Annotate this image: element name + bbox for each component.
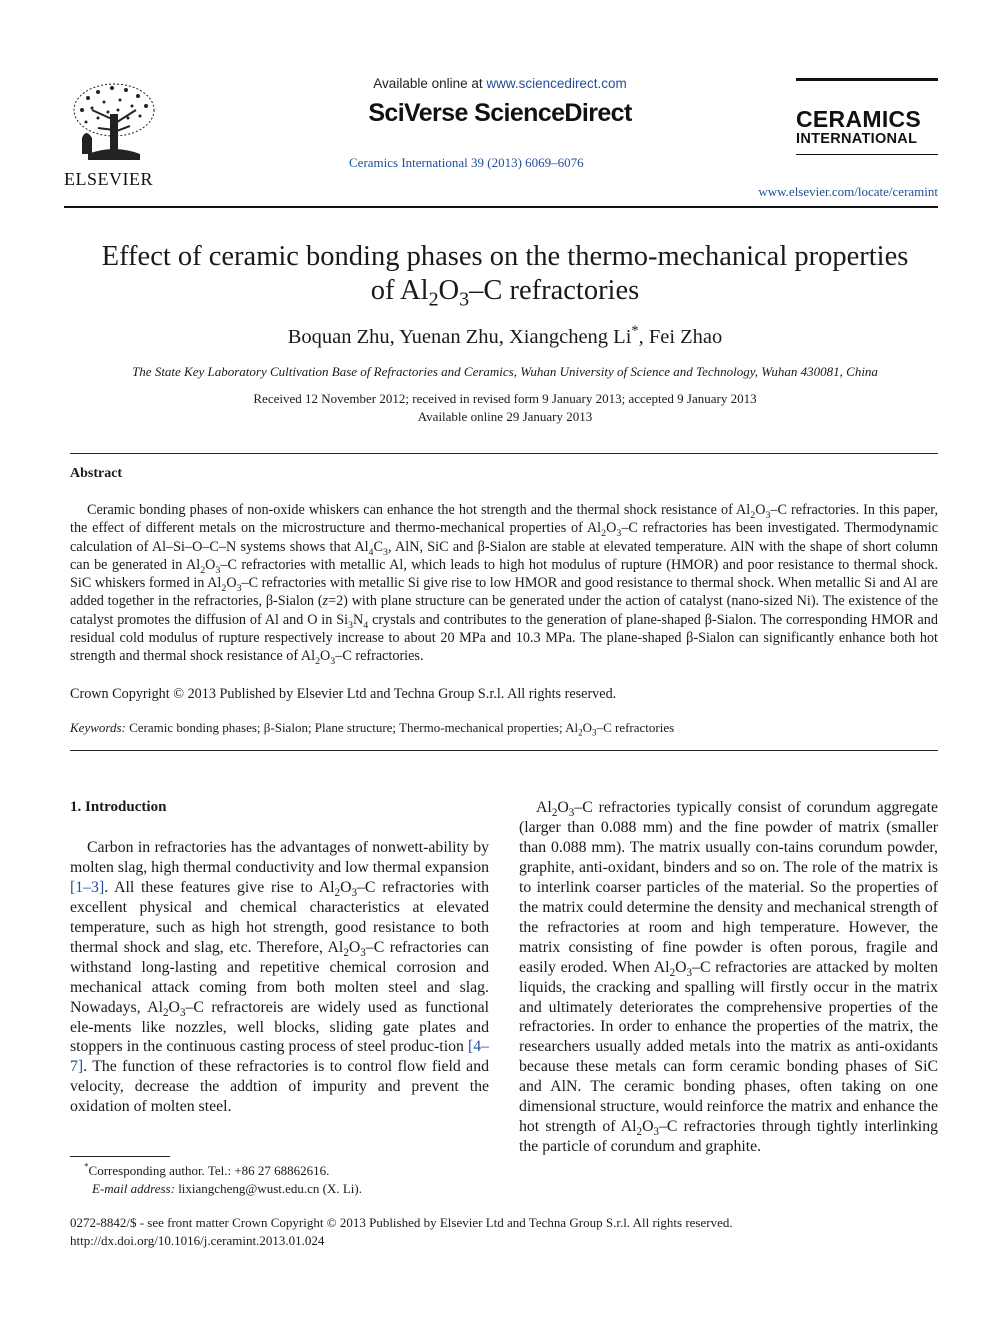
corresponding-author-note: *Corresponding author. Tel.: +86 27 68862616.	[84, 1161, 330, 1178]
availability-prefix: Available online at	[373, 76, 483, 91]
citation-link[interactable]: [1–3]	[70, 878, 105, 896]
body-left-column	[70, 798, 489, 1117]
keywords-text: Ceramic bonding phases; β-Sialon; Plane structure; Thermo-mechanical properties; Al	[125, 720, 579, 735]
journal-logo-underline	[796, 154, 938, 155]
abstract-copyright: Crown Copyright © 2013 Published by Elsevier Ltd and Techna Group S.r.l. All rights reserved.	[70, 686, 617, 702]
intro-paragraph-2: $Al_2O_3-C$ refractories typically consist of corundum aggregate (larger than 0.088 mm) and the fine powder of matrix (smaller than 0.088 mm). The matrix usually con-tains corundum powder, graphite, anti-oxidant, binders and so on. The role of the matrix is to interlink coarser particles of the material. So the properties of the matrix could determine the density and mechanical strength of the refractories at room and high temperature. However, the matrix consisting of fine powder is often porous, fragile and easily eroded. When $Al_2O_3-C$ refractories are attacked by molten liquids, the cracking and spalling will firstly occur in the matrix and ultimately deteriorates the comprehensive properties of the refractories. In order to enhance the properties of the matrix, the researchers usually added metals into the matrix as anti-oxidants because these metals can form ceramic bonding phases of SiC and AlN. The ceramic bonding phases, often taking on one dimensional structure, would reinforce the matrix and enhance the hot strength of $Al_2O_3-C$ refractories through tightly interlinking the particle of corundum and graphite.	[519, 799, 939, 1156]
platform-name: SciVerse ScienceDirect	[368, 99, 632, 127]
journal-logo-line2: INTERNATIONAL	[796, 131, 918, 147]
sciencedirect-link[interactable]: www.sciencedirect.com	[486, 76, 627, 91]
article-history	[40, 390, 970, 426]
elsevier-wordmark: ELSEVIER	[64, 169, 153, 189]
footnote	[70, 1162, 490, 1198]
intro-paragraph-1: Carbon in refractories has the advantages of nonwett-ability by molten slag, high thermal conductivity and low thermal expansion [1–3]. All these features give rise to $Al_2O_3-C$ refractories with excellent physical and chemical characteristics at elevated temperature, such as high hot strength, good resistance to both thermal shock and slag, etc. Therefore, $Al_2O_3-C$ refractories can withstand long-lasting and repetitive chemical corrosion and mechanical attack coming from both molten steel and slag. Nowadays, $Al_2O_3-C$ refractoreis are widely used as functional ele-ments like nozzles, well blocks, sliding gate plates and stoppers in the continuous casting process of steel produc-tion [4–7]. The function of these refractories is to control flow field and velocity, decrease the addtion of impurity and prevent the oxidation of molten steel.	[70, 838, 489, 1116]
citation-link[interactable]: [4–7]	[70, 1038, 489, 1076]
header-center	[300, 76, 700, 171]
abstract-body: Ceramic bonding phases of non-oxide whiskers can enhance the hot strength and the thermal shock resistance of $Al_2O_3-C$ refractories. In this paper, the effect of different metals on the microstructure and thermo-mechanical properties of $Al_2O_3-C$ refractories has been investigated. Thermodynamic calculation of Al–Si–O–C–N systems shows that $Al_4C_3$, AlN, SiC and β-Sialon are stable at elevated temperature. AlN with the shape of short column can be generated in $Al_2O_3-C$ refractories with metallic Al, which leads to high hot modulus of rupture (HMOR) and poor resistance to thermal shock. SiC whiskers formed in $Al_2O_3-C$ refractories with metallic Si give rise to low HMOR and good resistance to thermal shock. When metallic Si and Al are added together in the refractories, β-Sialon (z=2) with plane structure can be generated under the action of catalyst (nano-sized Ni). The existence of the catalyst promotes the diffusion of Al and O in $Si_3N_4$ crystals and contributes to the generation of plane-shaped β-Sialon. The corresponding HMOR and residual cold modulus of rupture respectively increase to about 20 MPa and 10.3 MPa. The plane-shaped β-Sialon can significantly enhance both hot strength and thermal shock resistance of $Al_2O_3-C$ refractories.	[70, 502, 938, 668]
abstract-top-rule	[70, 453, 938, 454]
header-divider	[64, 206, 938, 208]
section-heading-introduction: 1. Introduction	[70, 799, 167, 815]
authors-text: Boquan Zhu, Yuenan Zhu, Xiangcheng Li	[287, 326, 632, 348]
title-line-2: of $Al_2O_3-C$ refractories	[370, 275, 640, 311]
journal-citation[interactable]: Ceramics International 39 (2013) 6069–6076	[349, 155, 584, 170]
keywords-label: Keywords:	[70, 720, 126, 735]
footnote-rule	[70, 1156, 170, 1157]
elsevier-tree-icon	[68, 80, 160, 162]
footer-copyright: 0272-8842/$ - see front matter Crown Copyright © 2013 Published by Elsevier Ltd and Techna Group S.r.l. All rights reserved.	[70, 1215, 733, 1230]
online-date: Available online 29 January 2013	[417, 409, 593, 424]
title-line-1: Effect of ceramic bonding phases on the thermo-mechanical properties	[101, 241, 909, 272]
author-email[interactable]: lixiangcheng@wust.edu.cn (X. Li).	[174, 1181, 363, 1196]
keywords: Keywords: Ceramic bonding phases; β-Sialon; Plane structure; Thermo-mechanical properties; $Al_2O_3-C$ refractories	[70, 720, 675, 738]
received-dates: Received 12 November 2012; received in revised form 9 January 2013; accepted 9 January 2013	[253, 391, 757, 406]
journal-logo-rule	[796, 78, 938, 81]
journal-homepage-link[interactable]: www.elsevier.com/locate/ceramint	[758, 184, 938, 199]
abstract-heading: Abstract	[70, 466, 123, 481]
affiliation: The State Key Laboratory Cultivation Base of Refractories and Ceramics, Wuhan University of Science and Technology, Wuhan 430081, China	[132, 364, 878, 379]
email-note: E-mail address: lixiangcheng@wust.edu.cn (X. Li).	[92, 1181, 363, 1196]
availability-line	[300, 76, 700, 91]
abstract-bottom-rule	[70, 750, 938, 751]
article-title	[40, 240, 970, 311]
journal-logo-line1: CERAMICS	[796, 106, 922, 132]
corresponding-author-mark[interactable]: *	[631, 323, 639, 340]
doi-link[interactable]: http://dx.doi.org/10.1016/j.ceramint.2013.01.024	[70, 1233, 325, 1248]
author-list: Boquan Zhu, Yuenan Zhu, Xiangcheng Li*, Fei Zhao	[287, 323, 723, 348]
journal-logo	[796, 78, 938, 155]
page-footer	[70, 1214, 938, 1250]
elsevier-logo	[64, 80, 164, 190]
body-right-column	[519, 798, 938, 1157]
